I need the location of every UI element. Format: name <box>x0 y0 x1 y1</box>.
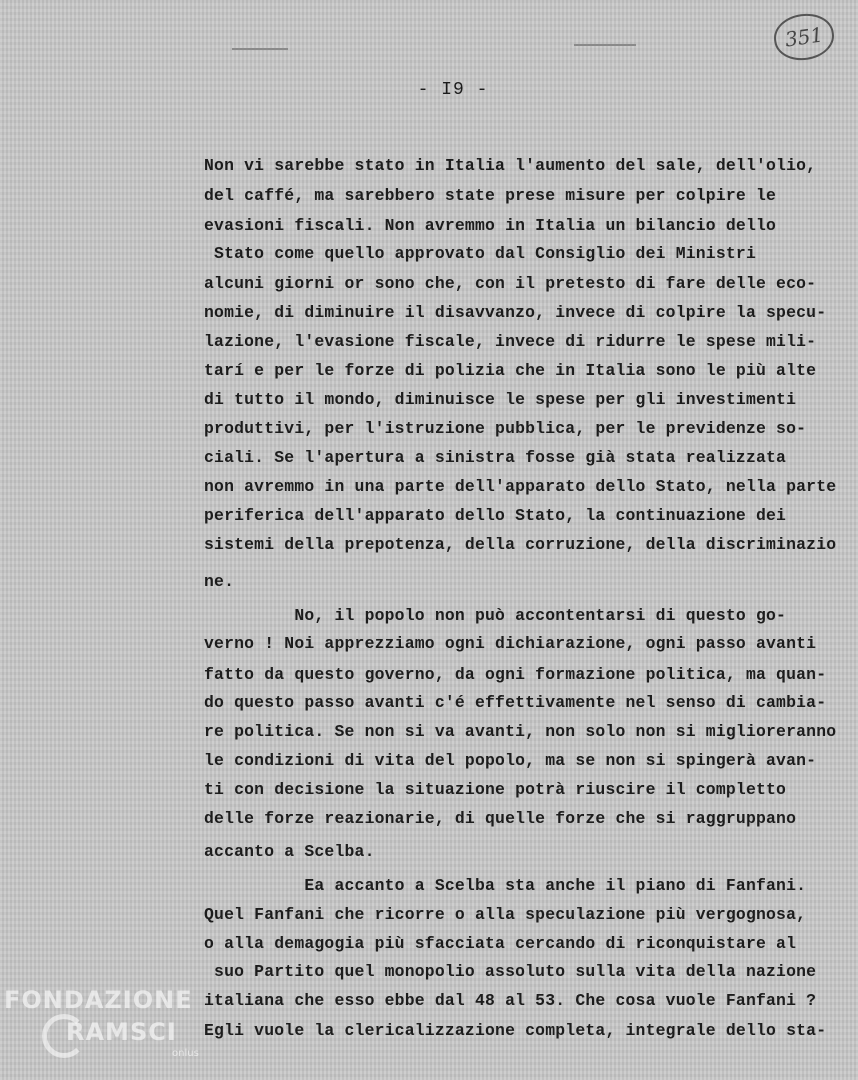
text-line: italiana che esso ebbe dal 48 al 53. Che cosa vuole Fanfani ? <box>204 991 817 1010</box>
text-line: lazione, l'evasione fiscale, invece di ridurre le spese mili- <box>204 332 817 351</box>
watermark-line3: onlus <box>172 1048 199 1059</box>
header-rule-left <box>232 48 288 50</box>
text-line: di tutto il mondo, diminuisce le spese per gli investimenti <box>204 390 797 409</box>
text-line: suo Partito quel monopolio assoluto sulla vita della nazione <box>204 962 817 981</box>
text-line: Quel Fanfani che ricorre o alla speculazione più vergognosa, <box>204 905 807 924</box>
header-rule-right <box>574 44 636 46</box>
text-line: sistemi della prepotenza, della corruzione, della discriminazio <box>204 535 837 554</box>
folio-stamp: 351 <box>771 10 837 64</box>
text-line: verno ! Noi apprezziamo ogni dichiarazione, ogni passo avanti <box>204 634 817 653</box>
text-line: produttivi, per l'istruzione pubblica, per le previdenze so- <box>204 419 807 438</box>
text-line: ne. <box>204 572 235 591</box>
page-number: - I9 - <box>417 80 489 100</box>
text-line: do questo passo avanti c'é effettivamente nel senso di cambia- <box>204 693 827 712</box>
text-line: fatto da questo governo, da ogni formazione politica, ma quan- <box>204 665 827 684</box>
text-line: periferica dell'apparato dello Stato, la continuazione dei <box>204 506 787 525</box>
text-line: tarí e per le forze di polizia che in Italia sono le più alte <box>204 361 817 380</box>
text-line: le condizioni di vita del popolo, ma se non si spingerà avan- <box>204 751 817 770</box>
text-line: evasioni fiscali. Non avremmo in Italia un bilancio dello <box>204 216 777 235</box>
text-line: Non vi sarebbe stato in Italia l'aumento del sale, dell'olio, <box>204 156 817 175</box>
watermark-line2: RAMSCI <box>66 1018 177 1046</box>
text-line: Stato come quello approvato dal Consiglio dei Ministri <box>204 244 756 263</box>
text-line: re politica. Se non si va avanti, non solo non si miglioreranno <box>204 722 837 741</box>
text-line: alcuni giorni or sono che, con il pretesto di fare delle eco- <box>204 274 817 293</box>
text-line: Egli vuole la clericalizzazione completa, integrale dello sta- <box>204 1021 827 1040</box>
text-line: o alla demagogia più sfacciata cercando di riconquistare al <box>204 934 797 953</box>
text-line: nomie, di diminuire il disavvanzo, invece di colpire la specu- <box>204 303 827 322</box>
text-line: ciali. Se l'apertura a sinistra fosse già stata realizzata <box>204 448 787 467</box>
text-line: No, il popolo non può accontentarsi di questo go- <box>204 606 787 625</box>
text-line: Ea accanto a Scelba sta anche il piano di Fanfani. <box>204 876 807 895</box>
watermark-line1: FONDAZIONE <box>4 986 193 1014</box>
text-line: accanto a Scelba. <box>204 842 375 861</box>
text-line: delle forze reazionarie, di quelle forze che si raggruppano <box>204 809 797 828</box>
text-line: ti con decisione la situazione potrà riuscire il completto <box>204 780 787 799</box>
text-line: non avremmo in una parte dell'apparato dello Stato, nella parte <box>204 477 837 496</box>
watermark-logo <box>4 986 214 1076</box>
text-line: del caffé, ma sarebbero state prese misure per colpire le <box>204 186 777 205</box>
